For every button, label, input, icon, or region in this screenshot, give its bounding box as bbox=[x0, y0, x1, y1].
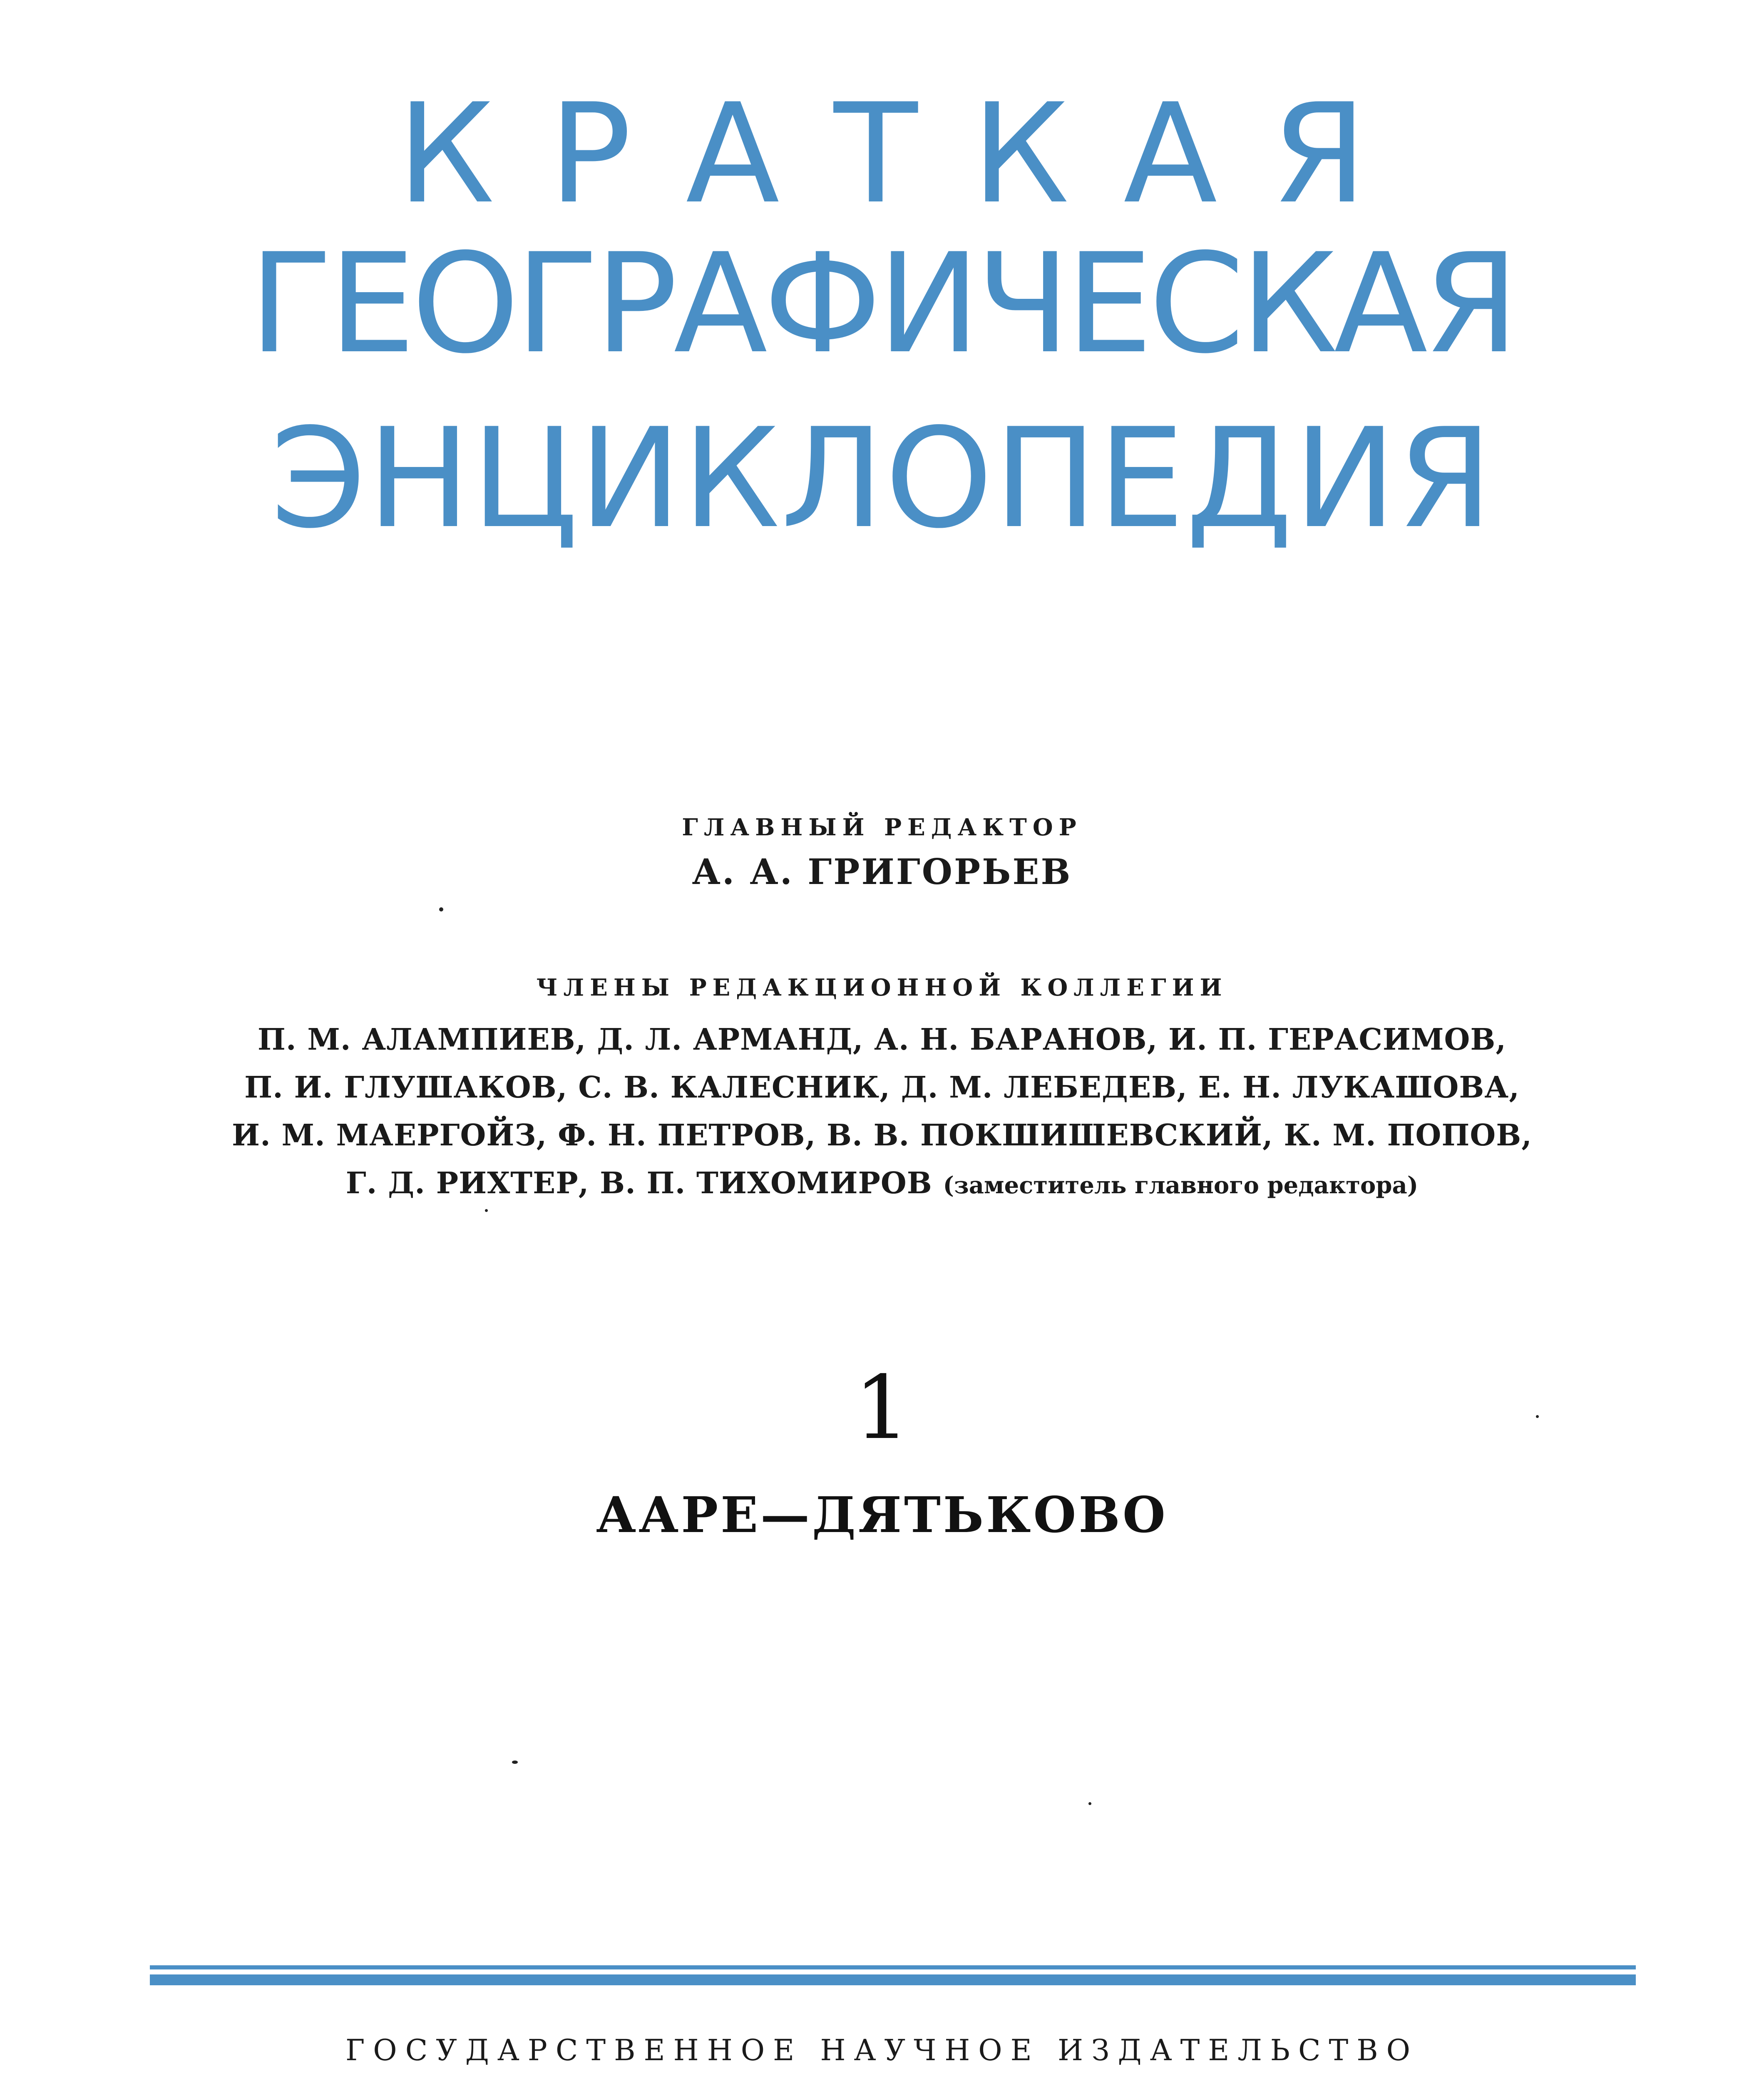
editorial-board-label: ЧЛЕНЫ РЕДАКЦИОННОЙ КОЛЛЕГИИ bbox=[536, 974, 1228, 1001]
editor-in-chief-label: ГЛАВНЫЙ РЕДАКТОР bbox=[682, 814, 1082, 841]
editor-in-chief-name: А. А. ГРИГОРЬЕВ bbox=[692, 851, 1072, 892]
title-line-3: ЭНЦИКЛОПЕДИЯ bbox=[270, 399, 1494, 559]
rule-thin-band bbox=[150, 1965, 1636, 1969]
board-member-line: П. М. АЛАМПИЕВ, Д. Л. АРМАНД, А. Н. БАРАНОВ, И. П. ГЕРАСИМОВ, bbox=[257, 1022, 1507, 1057]
print-speck bbox=[1088, 1802, 1091, 1805]
board-member-names: Г. Д. РИХТЕР, В. П. ТИХОМИРОВ bbox=[345, 1165, 932, 1200]
board-member-line: П. И. ГЛУШАКОВ, С. В. КАЛЕСНИК, Д. М. ЛЕБЕДЕВ, Е. Н. ЛУКАШОВА, bbox=[244, 1070, 1520, 1105]
volume-range: ААРЕ—ДЯТЬКОВО bbox=[596, 1486, 1168, 1544]
print-speck bbox=[439, 907, 443, 911]
board-member-line bbox=[0, 1165, 1764, 1200]
title-line-2: ГЕОГРАФИЧЕСКАЯ bbox=[249, 224, 1515, 384]
title-line-1: КРАТКАЯ bbox=[397, 74, 1421, 234]
volume-number: 1 bbox=[854, 1357, 910, 1459]
rule-thick-band bbox=[150, 1974, 1636, 1985]
deputy-note: (заместитель главного редактора) bbox=[943, 1172, 1419, 1199]
print-speck bbox=[485, 1209, 488, 1212]
board-member-line: И. М. МАЕРГОЙЗ, Ф. Н. ПЕТРОВ, В. В. ПОКШИШЕВСКИЙ, К. М. ПОПОВ, bbox=[232, 1117, 1532, 1152]
print-speck bbox=[1536, 1415, 1539, 1418]
double-rule bbox=[150, 1965, 1636, 1987]
print-speck bbox=[512, 1761, 518, 1764]
publisher-line-1: ГОСУДАРСТВЕННОЕ НАУЧНОЕ ИЗДАТЕЛЬСТВО bbox=[345, 2033, 1419, 2067]
